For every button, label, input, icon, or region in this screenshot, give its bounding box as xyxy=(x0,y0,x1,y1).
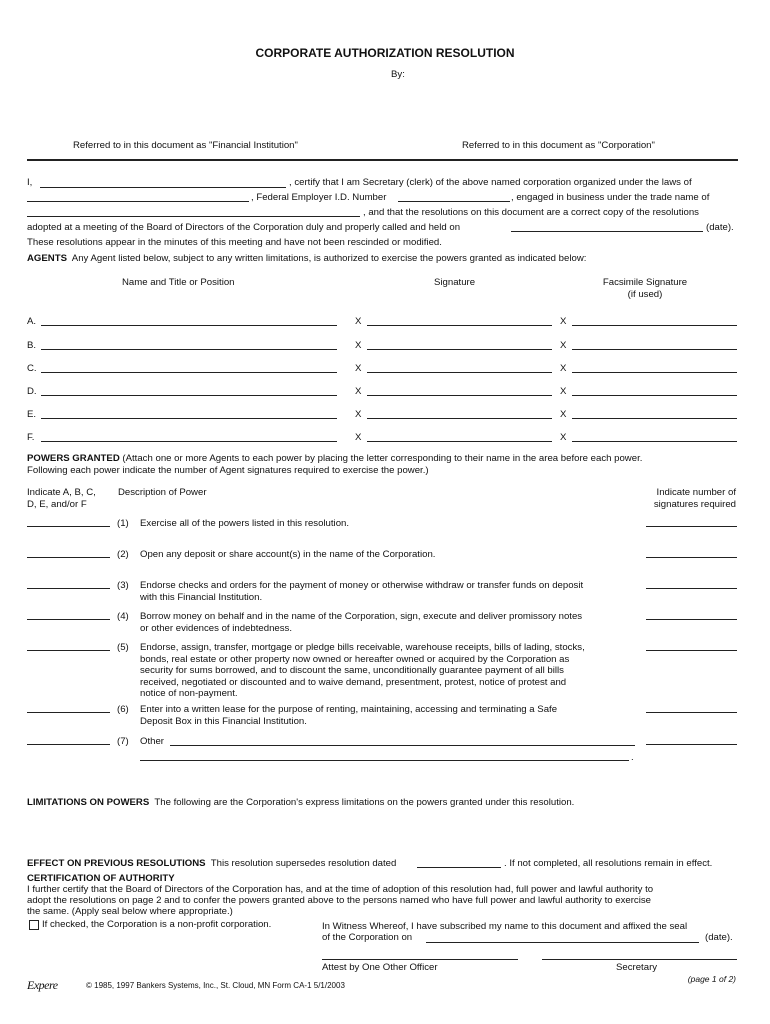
agent-facsimile-field[interactable] xyxy=(572,441,737,442)
power-description: Endorse checks and orders for the payment of money or otherwise withdraw or transfer funds on deposit xyxy=(140,580,584,591)
agent-letter: F. xyxy=(27,432,35,443)
power-number: (7) xyxy=(117,736,129,747)
power-agents-field[interactable] xyxy=(27,619,110,620)
secretary-signature-line[interactable] xyxy=(542,959,737,960)
state-field[interactable] xyxy=(27,201,249,202)
agent-signature-x: X xyxy=(355,432,362,443)
agent-name-field[interactable] xyxy=(41,418,337,419)
powers-col-agents-2: D, E, and/or F xyxy=(27,499,87,510)
other-power-field[interactable] xyxy=(170,745,635,746)
agent-signature-x: X xyxy=(355,340,362,351)
certification-heading: CERTIFICATION OF AUTHORITY xyxy=(27,873,175,884)
agent-letter: E. xyxy=(27,409,37,420)
powers-intro-1: (Attach one or more Agents to each power by placing the letter corresponding to their name in the area before each power. xyxy=(122,453,643,464)
agents-col-signature: Signature xyxy=(434,277,476,288)
witness-date-field[interactable] xyxy=(426,942,699,943)
certification-line-2: adopt the resolutions on page 2 and to confer the powers granted above to the persons named who have full power and lawful authority to exercise xyxy=(27,895,651,906)
agents-col-facsimile: Facsimile Signature xyxy=(602,277,688,288)
agent-signature-field[interactable] xyxy=(367,349,552,350)
nonprofit-label: If checked, the Corporation is a non-profit corporation. xyxy=(42,919,272,930)
power-description: Other xyxy=(140,736,164,747)
power-description: Open any deposit or share account(s) in the name of the Corporation. xyxy=(140,549,436,560)
power-description: received, negotiated or discounted and to waive demand, presentment, protest, notice of protest and xyxy=(140,676,567,688)
expere-logo: Expere xyxy=(27,978,58,992)
agent-name-field[interactable] xyxy=(41,349,337,350)
power-number: (6) xyxy=(117,704,129,715)
other-period: . xyxy=(631,752,634,763)
agent-facsimile-x: X xyxy=(560,363,567,374)
limitations-text: The following are the Corporation's express limitations on the powers granted under this resolution. xyxy=(154,797,575,808)
agent-facsimile-field[interactable] xyxy=(572,349,737,350)
power-number: (4) xyxy=(117,611,129,622)
agent-facsimile-x: X xyxy=(560,432,567,443)
power-description: Exercise all of the powers listed in this resolution. xyxy=(140,518,350,529)
cert-i: I, xyxy=(27,177,33,188)
agent-name-field[interactable] xyxy=(41,395,337,396)
agent-name-field[interactable] xyxy=(41,372,337,373)
attest-label: Attest by One Other Officer xyxy=(322,962,438,973)
agent-name-field[interactable] xyxy=(41,441,337,442)
power-description: security for sums borrowed, and to discount the same, unconditionally guarantee payment of all bills xyxy=(140,665,564,677)
agent-letter: A. xyxy=(27,316,37,327)
financial-institution-ref: Referred to in this document as "Financial Institution" xyxy=(73,140,298,151)
agent-facsimile-field[interactable] xyxy=(572,418,737,419)
power-agents-field[interactable] xyxy=(27,650,110,651)
cert-line-1: , certify that I am Secretary (clerk) of the above named corporation organized under the laws of xyxy=(289,177,692,188)
power-number: (3) xyxy=(117,580,129,591)
power-signatures-field[interactable] xyxy=(646,744,737,745)
agent-signature-x: X xyxy=(355,409,362,420)
effect-heading: EFFECT ON PREVIOUS RESOLUTIONS xyxy=(27,858,206,869)
meeting-date-field[interactable] xyxy=(511,231,703,232)
power-signatures-field[interactable] xyxy=(646,526,737,527)
trade-name-field[interactable] xyxy=(27,216,360,217)
agent-signature-field[interactable] xyxy=(367,395,552,396)
agent-facsimile-x: X xyxy=(560,340,567,351)
agent-facsimile-x: X xyxy=(560,386,567,397)
previous-resolution-date-field[interactable] xyxy=(417,867,501,868)
secretary-name-field[interactable] xyxy=(40,187,286,188)
power-description: Borrow money on behalf and in the name of the Corporation, sign, execute and deliver promissory notes xyxy=(140,611,583,622)
cert-line-4: adopted at a meeting of the Board of Directors of the Corporation duly and properly called and held on xyxy=(27,222,461,233)
power-number: (5) xyxy=(117,642,129,653)
power-description: Enter into a written lease for the purpose of renting, maintaining, accessing and terminating a Safe xyxy=(140,704,558,715)
agent-facsimile-field[interactable] xyxy=(572,372,737,373)
power-description: bonds, real estate or other property now owned or hereafter owned or acquired by the Corporation as xyxy=(140,653,570,665)
agent-letter: B. xyxy=(27,340,37,351)
power-description: Deposit Box in this Financial Institution. xyxy=(140,715,307,727)
other-power-field-2[interactable] xyxy=(140,760,629,761)
powers-intro-2: Following each power indicate the number of Agent signatures required to exercise the power.) xyxy=(27,465,429,476)
agents-text: Any Agent listed below, subject to any written limitations, is authorized to exercise the powers granted as indicated below: xyxy=(71,253,587,264)
limitations-heading: LIMITATIONS ON POWERS xyxy=(27,797,150,808)
secretary-label: Secretary xyxy=(616,962,658,973)
fein-field[interactable] xyxy=(398,201,510,202)
agent-facsimile-x: X xyxy=(560,409,567,420)
nonprofit-checkbox[interactable] xyxy=(29,920,39,930)
agents-heading: AGENTS xyxy=(27,253,67,264)
power-number: (2) xyxy=(117,549,129,560)
power-agents-field[interactable] xyxy=(27,557,110,558)
cert-line-2a: , Federal Employer I.D. Number xyxy=(251,192,387,203)
cert-line-3: , and that the resolutions on this document are a correct copy of the resolutions xyxy=(363,207,699,218)
power-signatures-field[interactable] xyxy=(646,712,737,713)
agent-signature-field[interactable] xyxy=(367,372,552,373)
power-agents-field[interactable] xyxy=(27,526,110,527)
page-number: (page 1 of 2) xyxy=(687,974,736,984)
power-description: with this Financial Institution. xyxy=(140,591,263,603)
witness-line-2: of the Corporation on xyxy=(322,932,413,943)
effect-text: This resolution supersedes resolution dated xyxy=(210,858,397,869)
agents-col-facsimile-note: (if used) xyxy=(627,289,663,300)
attest-signature-line[interactable] xyxy=(322,959,518,960)
certification-line-1: I further certify that the Board of Directors of the Corporation has, and at the time of adoption of this resolution had, full power and lawful authority to xyxy=(27,884,654,895)
agent-facsimile-field[interactable] xyxy=(572,395,737,396)
cert-date-label: (date). xyxy=(706,222,734,233)
certification-line-3: the same. (Apply seal below where appropriate.) xyxy=(27,906,233,917)
cert-line-2b: , engaged in business under the trade name of xyxy=(511,192,710,203)
powers-heading: POWERS GRANTED xyxy=(27,453,120,464)
powers-col-description: Description of Power xyxy=(118,487,207,498)
witness-line-1: In Witness Whereof, I have subscribed my name to this document and affixed the seal xyxy=(322,921,688,932)
witness-date-label: (date). xyxy=(705,932,733,943)
agent-signature-x: X xyxy=(355,386,362,397)
agent-name-field[interactable] xyxy=(41,325,337,326)
powers-col-sigs-2: signatures required xyxy=(653,499,736,510)
powers-col-agents-1: Indicate A, B, C, xyxy=(27,487,96,498)
copyright: © 1985, 1997 Bankers Systems, Inc., St. Cloud, MN Form CA-1 5/1/2003 xyxy=(86,981,345,990)
power-signatures-field[interactable] xyxy=(646,588,737,589)
corporation-ref: Referred to in this document as "Corporation" xyxy=(462,140,655,151)
power-signatures-field[interactable] xyxy=(646,619,737,620)
power-agents-field[interactable] xyxy=(27,588,110,589)
power-number: (1) xyxy=(117,518,129,529)
cert-line-5: These resolutions appear in the minutes of this meeting and have not been rescinded or modified. xyxy=(27,237,442,248)
power-description: or other evidences of indebtedness. xyxy=(140,622,293,634)
effect-text-2: . If not completed, all resolutions remain in effect. xyxy=(504,858,713,869)
agent-facsimile-field[interactable] xyxy=(572,325,737,326)
power-description: Endorse, assign, transfer, mortgage or pledge bills receivable, warehouse receipts, bills of lading, stocks, xyxy=(140,642,585,653)
agent-signature-field[interactable] xyxy=(367,325,552,326)
agent-signature-field[interactable] xyxy=(367,441,552,442)
agent-signature-x: X xyxy=(355,363,362,374)
power-signatures-field[interactable] xyxy=(646,650,737,651)
agents-col-name: Name and Title or Position xyxy=(122,277,235,288)
by-label: By: xyxy=(391,69,405,80)
agent-signature-field[interactable] xyxy=(367,418,552,419)
agent-letter: C. xyxy=(27,363,37,374)
power-agents-field[interactable] xyxy=(27,744,110,745)
power-description: notice of non-payment. xyxy=(140,688,238,700)
agent-letter: D. xyxy=(27,386,37,397)
agent-signature-x: X xyxy=(355,316,362,327)
agent-facsimile-x: X xyxy=(560,316,567,327)
power-agents-field[interactable] xyxy=(27,712,110,713)
power-signatures-field[interactable] xyxy=(646,557,737,558)
header-divider xyxy=(27,159,738,161)
page-title: CORPORATE AUTHORIZATION RESOLUTION xyxy=(255,46,515,60)
powers-col-sigs-1: Indicate number of xyxy=(656,487,736,498)
